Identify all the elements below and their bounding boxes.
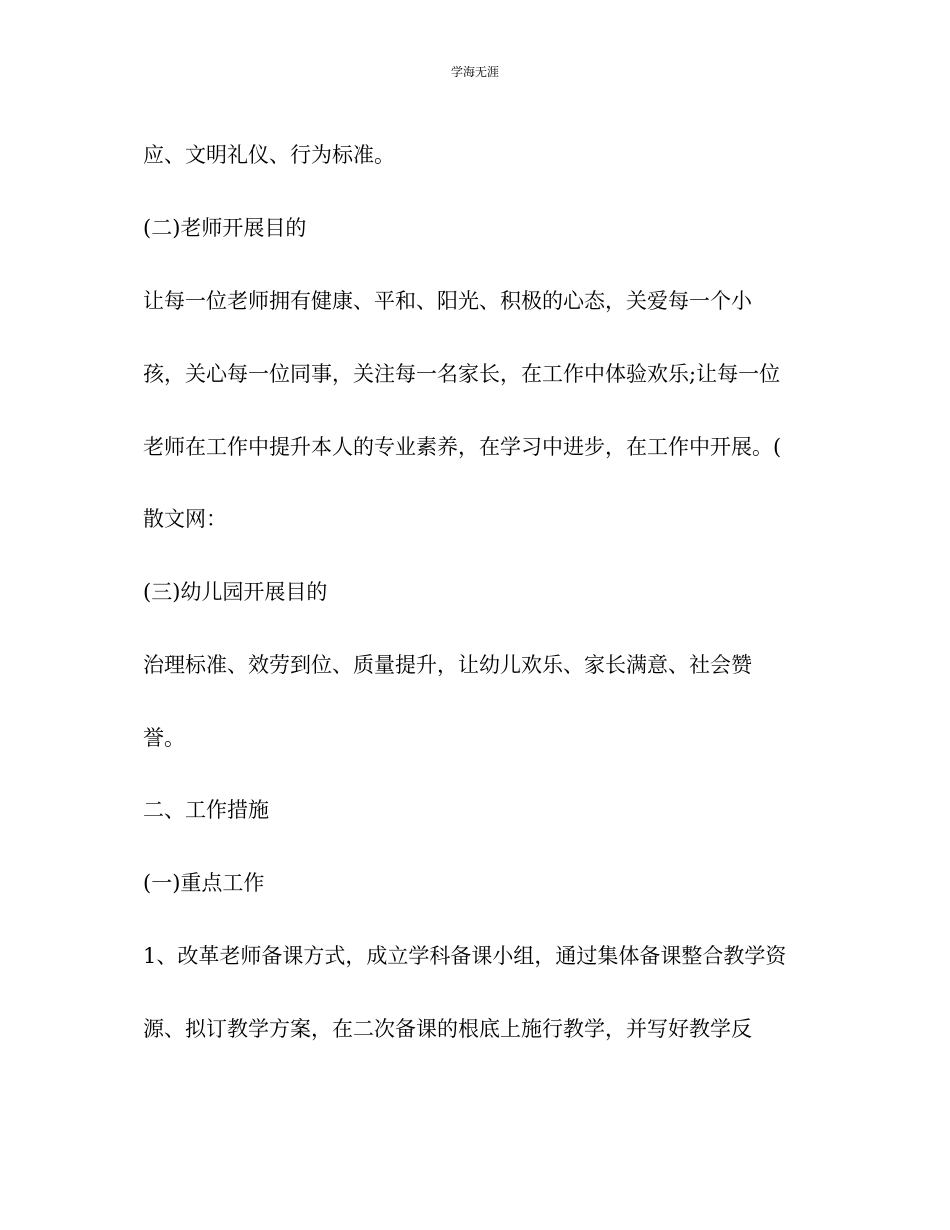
text-line: 孩，关心每一位同事，关注每一名家长，在工作中体验欢乐;让每一位 <box>143 362 781 386</box>
section-heading: (一)重点工作 <box>143 871 265 895</box>
page-header: 学海无涯 <box>450 65 499 79</box>
text-line: 誉。 <box>143 726 185 750</box>
text-line: 1、改革老师备课方式，成立学科备课小组，通过集体备课整合教学资 <box>143 944 787 968</box>
section-heading: (二)老师开展目的 <box>143 216 307 240</box>
section-heading: (三)幼儿园开展目的 <box>143 580 328 604</box>
text-line: 治理标准、效劳到位、质量提升，让幼儿欢乐、家长满意、社会赞 <box>143 653 752 677</box>
text-line: 老师在工作中提升本人的专业素养，在学习中进步，在工作中开展。( <box>143 435 782 459</box>
section-heading: 二、工作措施 <box>143 798 269 822</box>
text-line: 散文网： <box>143 507 227 531</box>
text-line: 应、文明礼仪、行为标准。 <box>143 143 395 167</box>
text-line: 源、拟订教学方案，在二次备课的根底上施行教学，并写好教学反 <box>143 1017 752 1041</box>
text-line: 让每一位老师拥有健康、平和、阳光、积极的心态，关爱每一个小 <box>143 289 752 313</box>
